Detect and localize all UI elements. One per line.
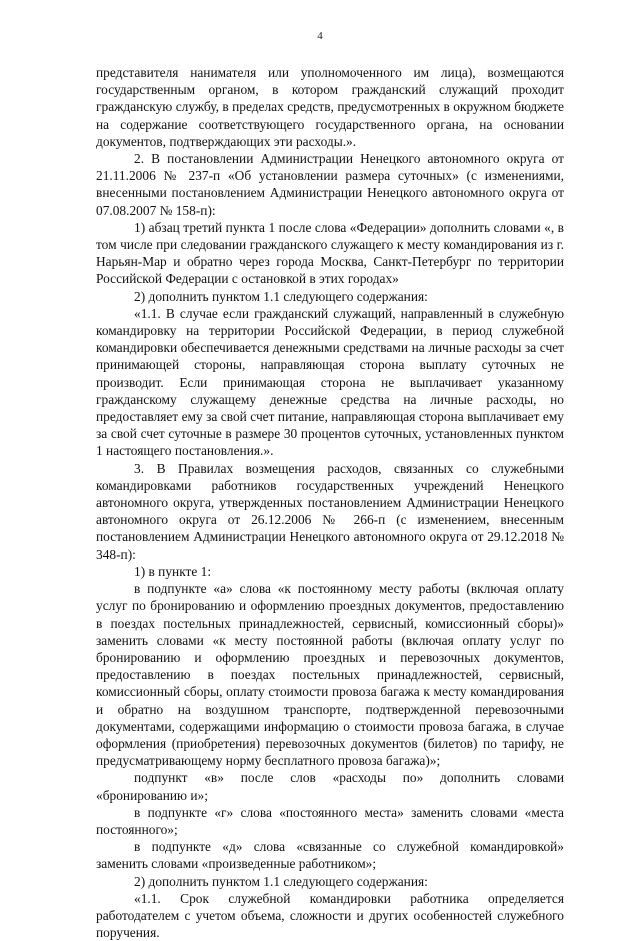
paragraph-subitem-3-1: 1) в пункте 1: — [134, 563, 212, 579]
paragraph-continuation: представителя нанимателя или уполномоченного им лица), возмещаются государственным органом, в котором гражданский служащий проходит гражданскую службу, в пределах средств, предусмотренных в окружном бюджете на содержание соответствующего государственного органа, на основании документов, подтверждающих эти расходы.». — [96, 65, 564, 149]
paragraph-subitem-2-1: 1) абзац третий пункта 1 после слова «Федерации» дополнить словами «, в том числе при следовании гражданского служащего к месту командирования из г. Нарьян-Мар и обратно через города Москва, Санкт-Петербург по территории Российской Федерации с остановкой в этих городах» — [96, 219, 564, 287]
paragraph-subpoint-g: в подпункте «г» слова «постоянного места» заменить словами «места постоянного»; — [96, 804, 564, 837]
paragraph-subpoint-v: подпункт «в» после слов «расходы по» дополнить словами «бронированию и»; — [96, 770, 564, 803]
document-body — [96, 64, 564, 941]
paragraph-subitem-2-2: 2) дополнить пунктом 1.1 следующего содержания: — [134, 288, 428, 304]
paragraph-subpoint-d: в подпункте «д» слова «связанные со служебной командировкой» заменить словами «произведенные работником»; — [96, 839, 564, 872]
paragraph-subpoint-a: в подпункте «а» слова «к постоянному месту работы (включая оплату услуг по бронированию и оформлению проездных документов, предоставлению в поездах постельных принадлежностей, сервисный, комиссионный сборы)» заменить словами «к месту постоянной работы (включая оплату услуг по бронированию и оформлению проездных и перевозочных документов, предоставлению в поездах постельных принадлежностей, сервисный, комиссионный сборы, оплату стоимости провоза багажа к месту командирования и обратно на воздушном транспорте, подтвержденной перевозочными документами, содержащими информацию о стоимости провоза багажа, в случае оформления (приобретения) перевозочных документов (билетов) по тарифу, не предусматривающему норму бесплатного провоза багажа)»; — [96, 581, 564, 769]
paragraph-quote-1-1-srok: «1.1. Срок служебной командировки работника определяется работодателем с учетом объема, сложности и других особенностей служебного поручения. — [96, 890, 564, 941]
paragraph-item-2: 2. В постановлении Администрации Ненецкого автономного округа от 21.11.2006 № 237-п «Об установлении размера суточных» (с изменениями, внесенными постановлением Администрации Ненецкого автономного округа от 07.08.2007 № 158-п): — [96, 151, 564, 218]
page-number: 4 — [317, 30, 323, 42]
paragraph-subitem-3-2: 2) дополнить пунктом 1.1 следующего содержания: — [134, 873, 428, 889]
paragraph-item-3: 3. В Правилах возмещения расходов, связанных со служебными командировками работников государственных учреждений Ненецкого автономного округа, утвержденных постановлением Администрации Ненецкого автономного округа от 26.12.2006 № 266-п (с изменением, внесенным постановлением Администрации Ненецкого автономного округа от 29.12.2018 № 348-п): — [96, 460, 564, 562]
paragraph-quote-1-1-suточные: «1.1. В случае если гражданский служащий, направленный в служебную командировку на территории Российской Федерации, в период служебной командировки обеспечивается денежными средствами на личные расходы за счет принимающей стороны, направляющая сторона выплату суточных не производит. Если принимающая сторона не выплачивает указанному гражданскому служащему денежные средства на личные расходы, но предоставляет ему за свой счет питание, направляющая сторона выплачивает ему за свой счет суточные в размере 30 процентов суточных, установленных пунктом 1 настоящего постановления.». — [96, 305, 564, 459]
